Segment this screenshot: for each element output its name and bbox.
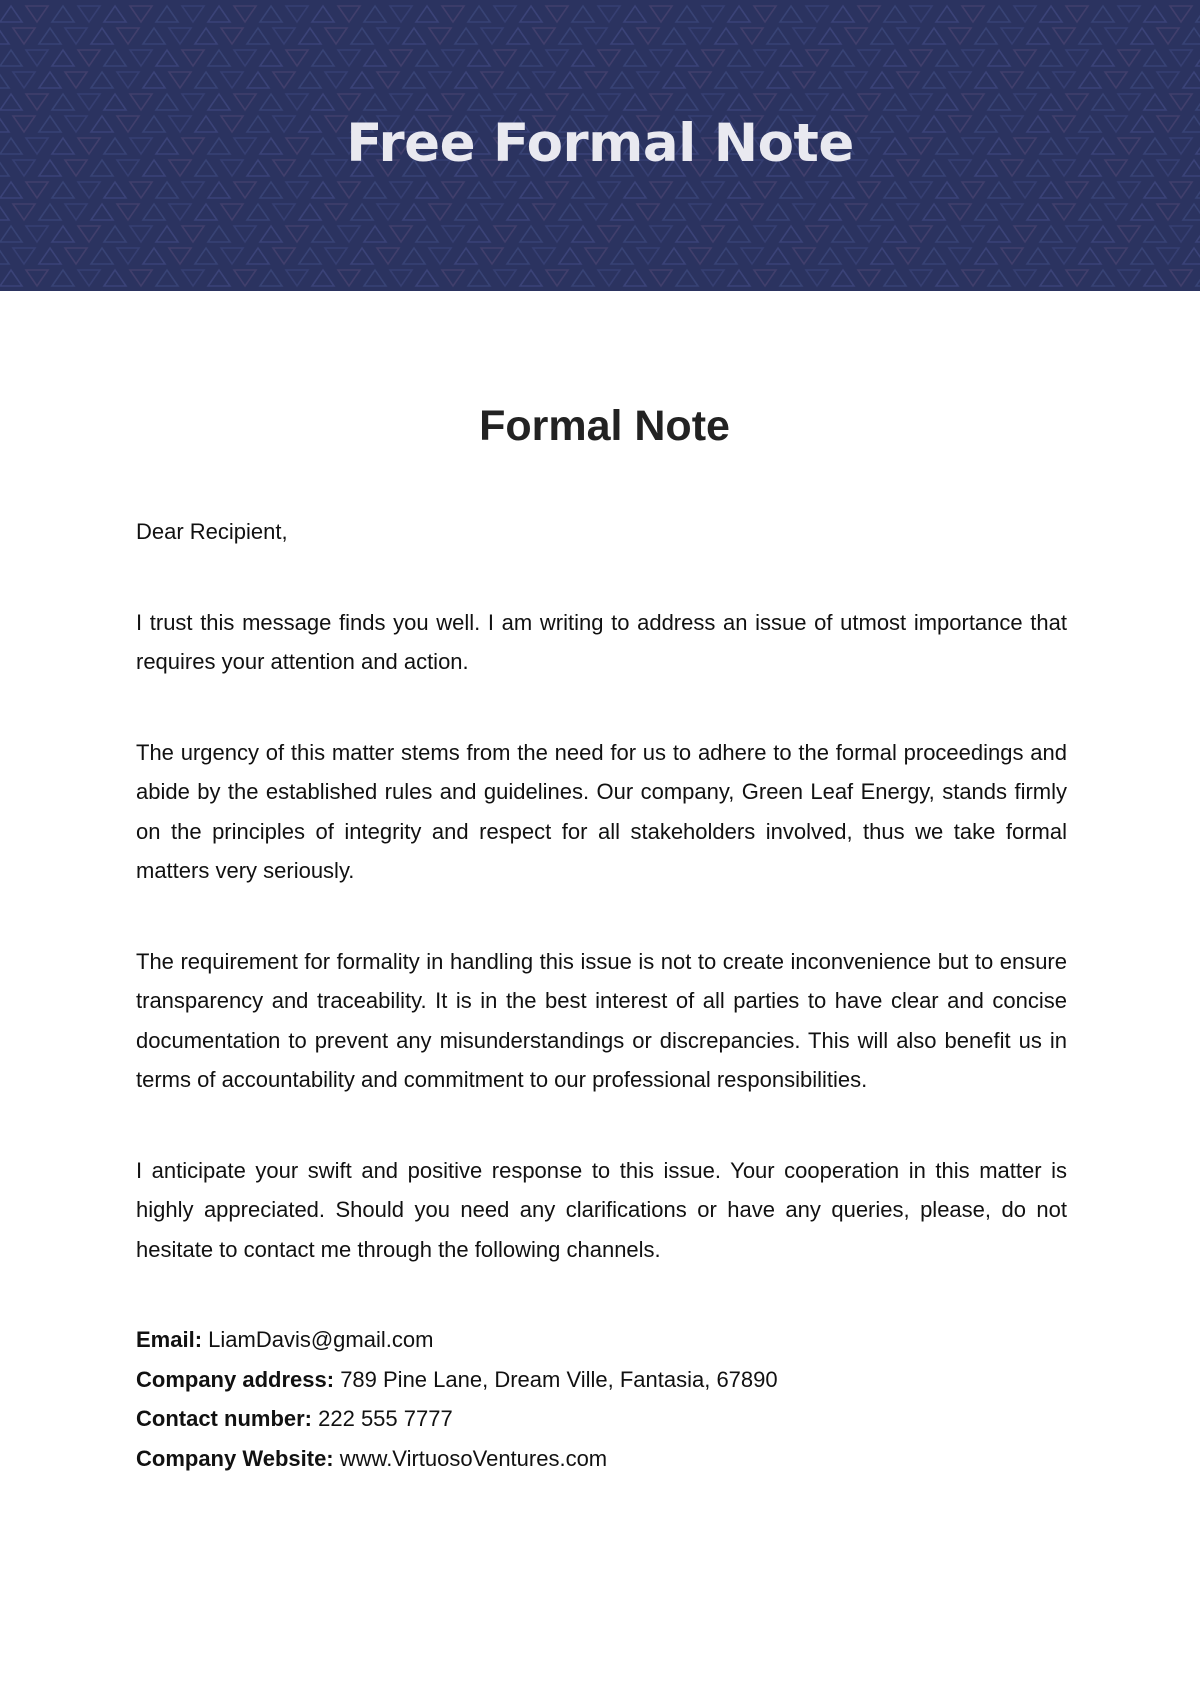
- contact-email-value: LiamDavis@gmail.com: [208, 1327, 434, 1352]
- contact-number: [136, 1399, 1067, 1439]
- paragraph-4: I anticipate your swift and positive response to this issue. Your cooperation in this matter is highly appreciated. Should you need any clarifications or have any queries, please, do not hesitate to contact me through the following channels.: [136, 1157, 1067, 1262]
- contact-email-label: Email:: [136, 1327, 203, 1352]
- contact-number-value: 222 555 7777: [318, 1406, 453, 1431]
- contact-email: [136, 1320, 1067, 1360]
- contact-details: [136, 1320, 1067, 1478]
- paragraph-2: The urgency of this matter stems from the need for us to adhere to the formal proceedings and abide by the established rules and guidelines. Our company, Green Leaf Energy, stands firmly on the principles of integrity and respect for all stakeholders involved, thus we take formal matters very seriously.: [136, 739, 1067, 883]
- contact-number-label: Contact number:: [136, 1406, 312, 1431]
- contact-website-value: www.VirtuosoVentures.com: [339, 1445, 608, 1471]
- header-banner: [0, 0, 1200, 291]
- greeting: Dear Recipient,: [136, 519, 288, 544]
- contact-address-label: Company address:: [136, 1366, 335, 1392]
- contact-address-value: 789 Pine Lane, Dream Ville, Fantasia, 67890: [340, 1366, 778, 1392]
- paragraph-1: I trust this message finds you well. I am writing to address an issue of utmost importance that requires your attention and action.: [136, 609, 1067, 674]
- contact-website-label: Company Website:: [136, 1445, 334, 1471]
- document-title: Formal Note: [479, 402, 730, 450]
- contact-website: [136, 1439, 1067, 1479]
- paragraph-3: The requirement for formality in handling this issue is not to create inconvenience but to ensure transparency and traceability. It is in the best interest of all parties to have clear and concise documentation to prevent any misunderstandings or discrepancies. This will also benefit us in terms of accountability and commitment to our professional responsibilities.: [136, 948, 1067, 1092]
- letter-body: [136, 512, 1067, 1478]
- banner-title: Free Formal Note: [346, 113, 854, 174]
- contact-address: [136, 1360, 1067, 1400]
